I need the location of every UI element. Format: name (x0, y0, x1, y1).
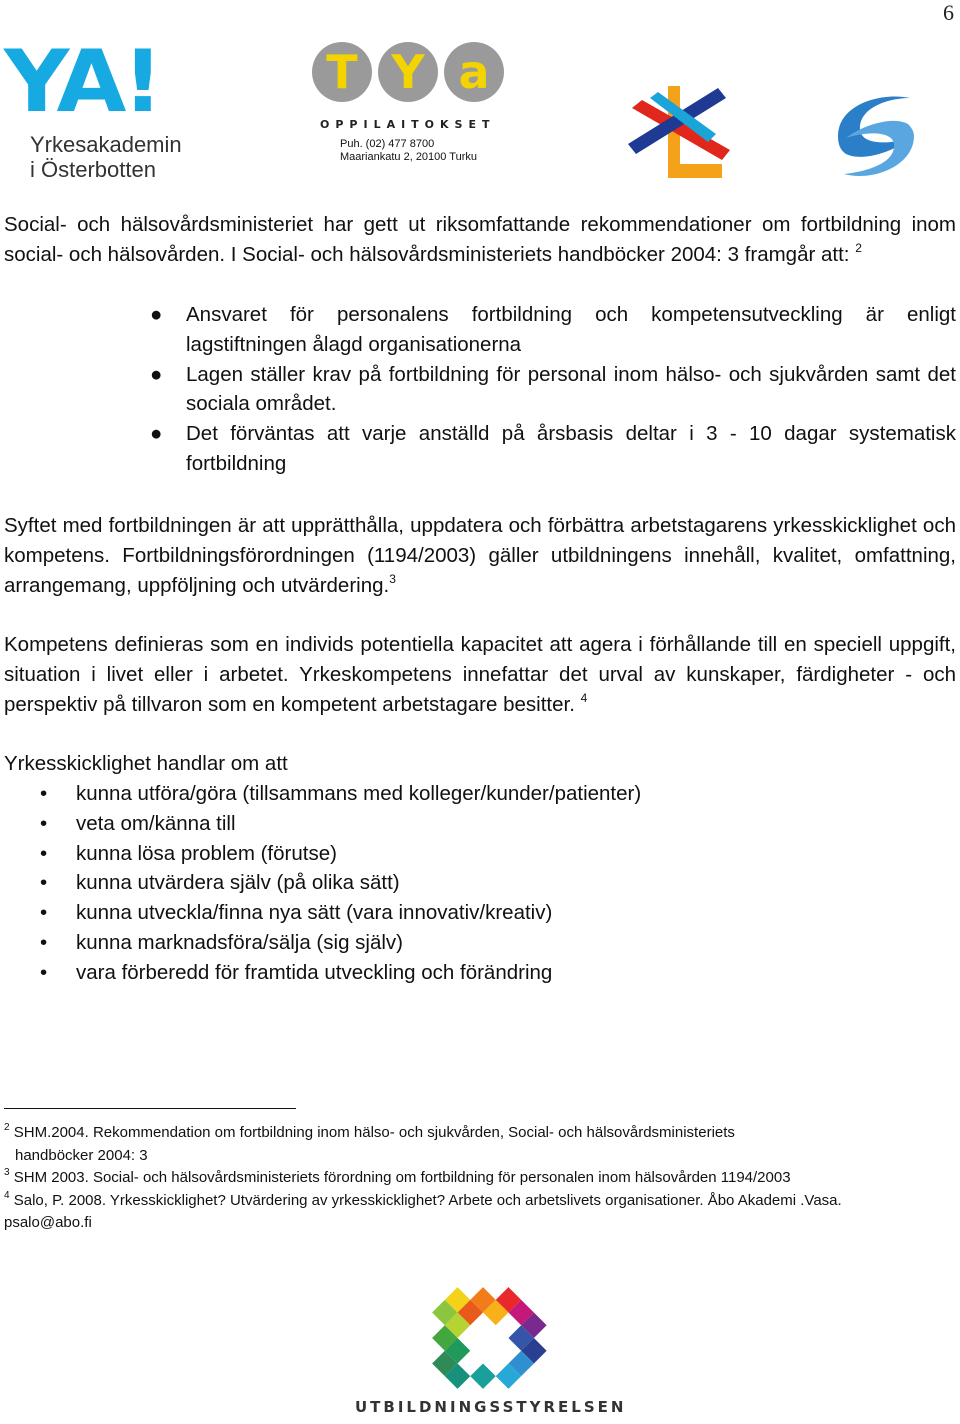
list-item (4, 809, 956, 839)
list-item-text: kunna lösa problem (förutse) (76, 841, 337, 865)
list-item-text: kunna marknadsföra/sälja (sig själv) (76, 930, 403, 954)
list-item (4, 360, 956, 420)
competence-text: Kompetens definieras som en individs potentiella kapacitet att agera i förhållande till en speciell uppgift, situation i livet eller i arbetet. Yrkeskompetens innefattar det urval av kunskaper, färdigheter - och perspektiv på tillvaron som en kompetent arbetstagare besitter. (4, 633, 956, 716)
utbildningsstyrelsen-logo (355, 1278, 627, 1423)
list-item-text: kunna utföra/göra (tillsammans med kolleger/kunder/patienter) (76, 782, 642, 805)
intro-paragraph (4, 210, 956, 270)
footnote-number: 3 (4, 1167, 10, 1178)
purpose-paragraph (4, 511, 956, 600)
list-item-text: veta om/känna till (76, 811, 236, 835)
footnote-ref-3: 3 (389, 571, 396, 586)
footnote-text: Salo, P. 2008. Yrkesskicklighet? Utvärdering av yrkesskicklighet? Arbete och arbetslivets organisationer. Åbo Akademi .Vasa. (13, 1191, 842, 1209)
footnote-divider (4, 1108, 296, 1109)
footnote-ref-4: 4 (580, 690, 588, 705)
footnote-2-cont: handböcker 2004: 3 (15, 1146, 148, 1164)
recommendation-list (4, 300, 956, 479)
bullet-icon: ● (150, 422, 163, 446)
bullet-icon: • (40, 841, 48, 865)
tya-letter-a: a (444, 42, 504, 102)
colored-diamond-logo-icon (355, 1278, 620, 1396)
skill-list (4, 779, 956, 988)
footnote-ref-2: 2 (855, 240, 862, 255)
list-item (4, 898, 956, 928)
competence-paragraph (4, 630, 956, 719)
list-item (4, 779, 956, 809)
footnote-4-email: psalo@abo.fi (4, 1214, 92, 1231)
bullet-icon: • (40, 811, 48, 835)
list-item (4, 300, 956, 360)
tya-letter-y: Y (378, 42, 438, 102)
list-item-text: Ansvaret för personalens fortbildning och kompetensutveckling är enligt lagstiftningen ålagd organisationerna (186, 303, 956, 356)
bullet-icon: • (40, 871, 48, 895)
ya-logo-line1: Yrkesakademin (30, 132, 182, 157)
intro-text: Social- och hälsovårdsministeriet har gett ut riksomfattande rekommendationer om fortbildning inom social- och hälsovården. I Social- och hälsovårdsministeriets handböcker 2004: 3 framgår att: (4, 213, 956, 266)
list-item (4, 419, 956, 479)
kl-cross-logo-icon (626, 78, 738, 182)
bullet-icon: ● (150, 303, 163, 326)
bullet-icon: • (40, 960, 48, 984)
footnote-4 (4, 1190, 956, 1213)
skill-heading-text: Yrkesskicklighet handlar om att (4, 752, 288, 775)
list-item (4, 928, 956, 958)
tya-phone: Puh. (02) 477 8700 (340, 138, 435, 150)
bullet-icon: • (40, 782, 48, 805)
blue-swirl-logo-icon (818, 86, 934, 186)
list-item (4, 839, 956, 869)
footnote-3 (4, 1167, 956, 1190)
list-item (4, 958, 956, 988)
list-item-text: kunna utveckla/finna nya sätt (vara innovativ/kreativ) (76, 901, 553, 925)
tya-logo (300, 42, 520, 167)
list-item-text: Lagen ställer krav på fortbildning för personal inom hälso- och sjukvården samt det sociala området. (186, 362, 956, 416)
purpose-text: Syftet med fortbildningen är att upprätthålla, uppdatera och förbättra arbetstagarens yrkesskicklighet och kompetens. Fortbildningsförordningen (1194/2003) gäller utbildningens innehåll, kvalitet, omfattning, arrangemang, uppföljning och utvärdering. (4, 514, 956, 597)
footnote-number: 2 (4, 1122, 10, 1133)
utbildningsstyrelsen-text: UTBILDNINGSSTYRELSEN (355, 1398, 627, 1416)
header-logos (0, 32, 960, 185)
bullet-icon: • (40, 901, 48, 925)
footnote-text: SHM.2004. Rekommendation om fortbildning inom hälso- och sjukvården, Social- och hälsovårdsministeriets (13, 1124, 735, 1141)
footnote-2 (4, 1122, 956, 1145)
tya-address: Maariankatu 2, 20100 Turku (340, 151, 477, 163)
skill-heading (4, 749, 956, 779)
yrkesakademin-logo (2, 32, 182, 184)
tya-subtitle: OPPILAITOKSET (320, 118, 496, 131)
footnotes (4, 1122, 956, 1235)
page-number: 6 (943, 0, 954, 25)
footnote-text: SHM 2003. Social- och hälsovårdsministeriets förordning om fortbildning för personalen inom hälsovården 1194/2003 (13, 1169, 791, 1186)
list-item-text: Det förväntas att varje anställd på årsbasis deltar i 3 - 10 dagar systematisk fortbildning (186, 422, 956, 475)
bullet-icon: ● (150, 362, 163, 386)
footnote-number: 4 (4, 1189, 10, 1201)
list-item-text: kunna utvärdera själv (på olika sätt) (76, 871, 400, 895)
tya-letter-t: T (312, 42, 372, 102)
ya-logo-line2: i Österbotten (30, 157, 156, 182)
ya-logo-mark: YA! (4, 32, 160, 132)
list-item-text: vara förberedd för framtida utveckling och förändring (76, 960, 553, 984)
list-item (4, 868, 956, 898)
bullet-icon: • (40, 930, 48, 954)
